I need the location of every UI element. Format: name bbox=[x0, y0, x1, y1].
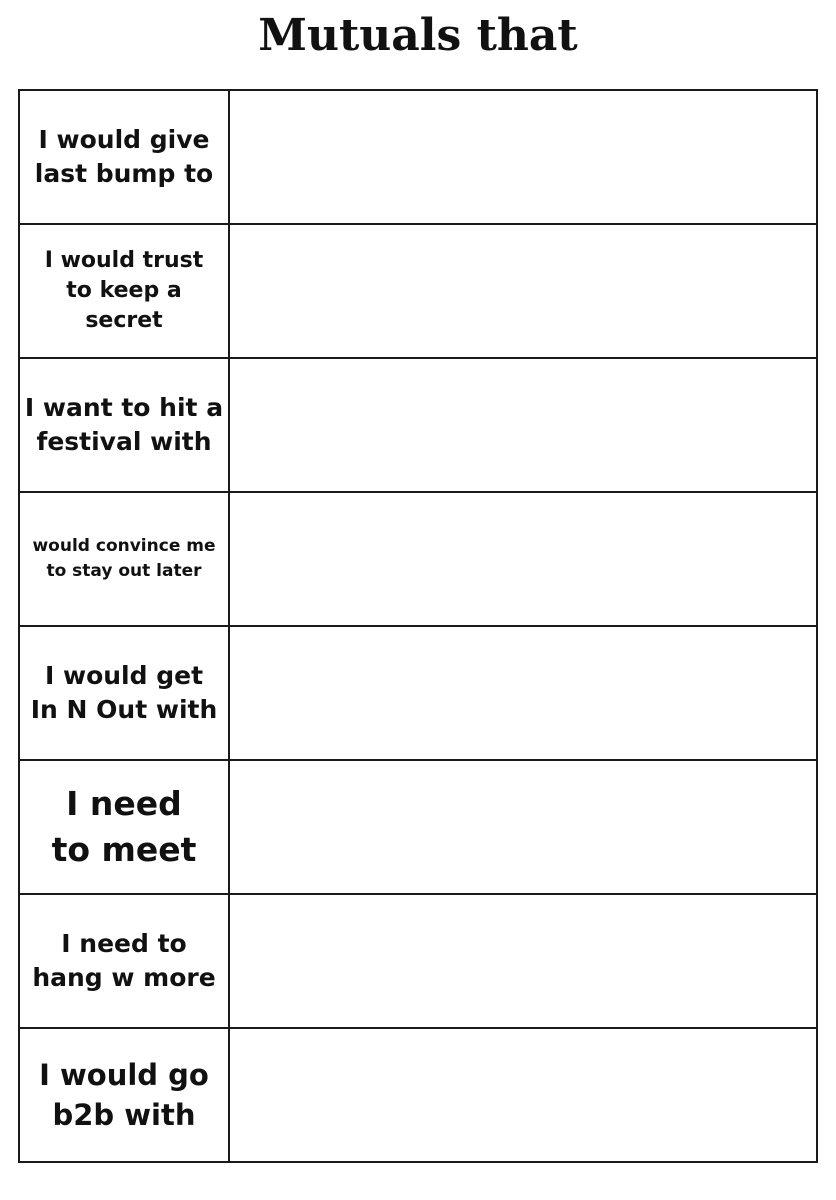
row-label-keep-secret bbox=[20, 225, 230, 357]
row-label-line: festival with bbox=[36, 427, 212, 456]
row-label-line: I need bbox=[66, 784, 182, 823]
answer-cell-festival[interactable] bbox=[230, 359, 816, 491]
row-label-line: I would get bbox=[44, 661, 204, 690]
row-label-festival bbox=[20, 359, 230, 491]
answer-cell-need-to-meet[interactable] bbox=[230, 761, 816, 893]
row-label-line: I would go bbox=[39, 1058, 209, 1092]
page-title: Mutuals that bbox=[258, 10, 578, 61]
answer-cell-b2b[interactable] bbox=[230, 1029, 816, 1161]
mutuals-table bbox=[18, 89, 818, 1163]
row-label-b2b bbox=[20, 1029, 230, 1161]
table-row bbox=[20, 1029, 816, 1161]
row-label-line: to keep a secret bbox=[66, 278, 182, 333]
row-label-last-bump bbox=[20, 91, 230, 223]
row-label-hang-more bbox=[20, 895, 230, 1027]
answer-cell-stay-out[interactable] bbox=[230, 493, 816, 625]
row-label-line: I would give bbox=[38, 125, 210, 154]
row-label-line: I would trust bbox=[44, 248, 204, 273]
row-label-line: last bump to bbox=[34, 159, 214, 188]
answer-cell-last-bump[interactable] bbox=[230, 91, 816, 223]
table-row bbox=[20, 627, 816, 761]
row-label-line: I want to hit a bbox=[24, 393, 224, 422]
row-label-line: to meet bbox=[51, 830, 197, 869]
row-label-line: to stay out later bbox=[46, 561, 202, 581]
row-label-line: In N Out with bbox=[30, 695, 218, 724]
table-row bbox=[20, 225, 816, 359]
answer-cell-in-n-out[interactable] bbox=[230, 627, 816, 759]
table-row bbox=[20, 761, 816, 895]
row-label-line: would convince me bbox=[32, 536, 216, 556]
table-row bbox=[20, 895, 816, 1029]
answer-cell-keep-secret[interactable] bbox=[230, 225, 816, 357]
table-row bbox=[20, 493, 816, 627]
table-row bbox=[20, 359, 816, 493]
row-label-stay-out bbox=[20, 493, 230, 625]
answer-cell-hang-more[interactable] bbox=[230, 895, 816, 1027]
row-label-line: hang w more bbox=[32, 963, 216, 992]
row-label-line: I need to bbox=[61, 929, 187, 958]
table-row bbox=[20, 91, 816, 225]
row-label-need-to-meet bbox=[20, 761, 230, 893]
row-label-line: b2b with bbox=[52, 1098, 196, 1132]
row-label-in-n-out bbox=[20, 627, 230, 759]
